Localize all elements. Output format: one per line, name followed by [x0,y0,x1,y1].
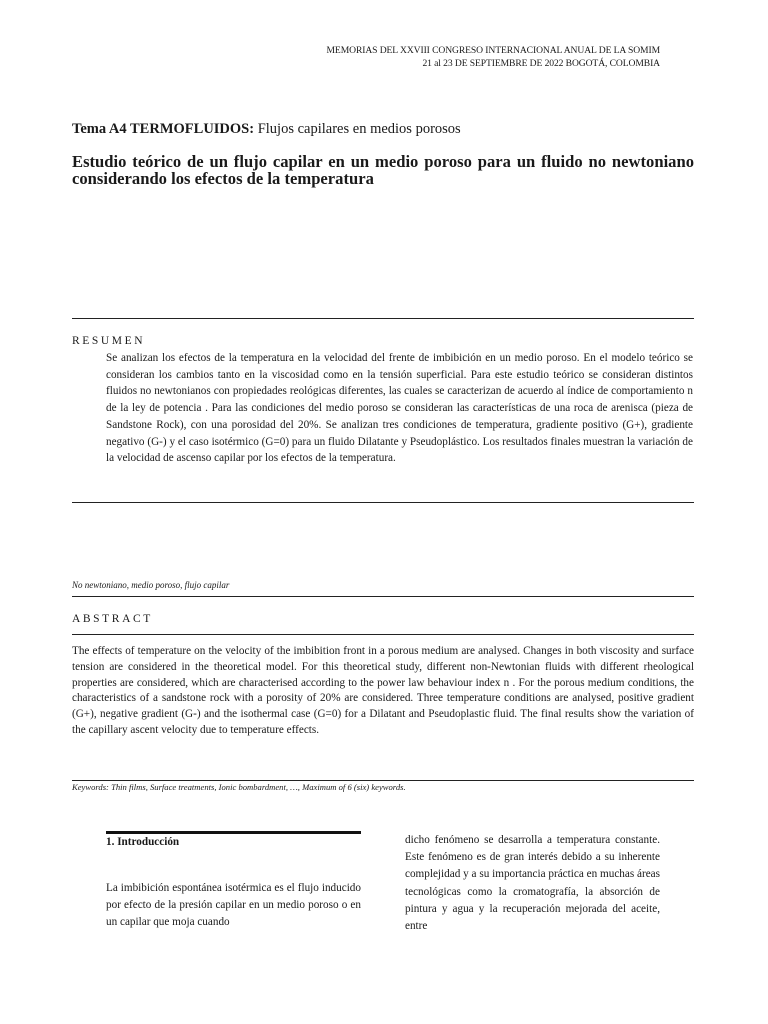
topic-subject: Flujos capilares en medios porosos [257,121,461,137]
resumen-heading: RESUMEN [72,335,146,347]
introduction-heading: 1. Introducción [106,836,180,848]
intro-heading-bar [106,831,361,834]
abstract-body: The effects of temperature on the velocity of the imbibition front in a porous medium are analysed. Changes in both viscosity and surface tension are considered in the theoretical model. For this theoretical study, different non-Newtonian fluids with different rheological properties are considered, which are characterised according to the power law behaviour index n . For the porous medium conditions, the characteristics of a sandstone rock with a porosity of 20% are considered. Three temperature conditions are analysed, positive gradient (G+), negative gradient (G-) and the isothermal case (G=0) for a Dilatant and Pseudoplastic fluid. The final results show the variation of the capillary ascent velocity due to temperature effects. [72,645,694,736]
conference-header [327,44,661,70]
divider-abstract-head [72,634,694,635]
divider-abstract-start [72,596,694,597]
topic-label: Tema A4 TERMOFLUIDOS: [72,121,255,137]
conference-header-line2: 21 al 23 DE SEPTIEMBRE DE 2022 BOGOTÁ, COLOMBIA [422,58,660,69]
introduction-column-left: La imbibición espontánea isotérmica es el flujo inducido por efecto de la presión capilar en un medio poroso o en un capilar que moja cuando [106,882,361,928]
resumen-body: Se analizan los efectos de la temperatura en la velocidad del frente de imbibición en un medio poroso. En el modelo teórico se consideran los cambios tanto en la viscosidad como en la tensión superficial. Para este estudio teórico se consideran distintos fluidos no newtonianos con propiedades reológicas diferentes, las cuales se caracterizan de acuerdo al índice de comportamiento n de la ley de potencia . Para las condiciones del medio poroso se consideran las características de una roca de arenisca (pieza de Sandstone Rock), con una porosidad del 20%. Se analizan tres condiciones de temperatura, gradiente positivo (G+), gradiente negativo (G-) y el caso isotérmico (G=0) para un fluido Dilatante y Pseudoplástico. Los resultados finales muestran la variación de la velocidad de ascenso capilar por los efectos de la temperatura. [106,352,693,465]
keywords-english: Keywords: Thin films, Surface treatments, Ionic bombardment, …, Maximum of 6 (six) keywords. [72,782,406,792]
divider-top [72,318,694,319]
abstract-heading: ABSTRACT [72,613,153,625]
divider-keywords [72,780,694,781]
divider-resumen-end [72,502,694,503]
topic-line [72,121,461,138]
introduction-column-right: dicho fenómeno se desarrolla a temperatura constante. Este fenómeno es de gran interés debido a su inherente complejidad y a su importancia práctica en muchas áreas tecnológicas como la cromatografía, la absorción de pintura y agua y la recuperación mejorada del aceite, entre [405,834,660,933]
paper-title: Estudio teórico de un flujo capilar en un medio poroso para un fluido no newtoniano considerando los efectos de la temperatura [72,152,694,188]
conference-header-line1: MEMORIAS DEL XXVIII CONGRESO INTERNACIONAL ANUAL DE LA SOMIM [326,45,660,56]
keywords-spanish: No newtoniano, medio poroso, flujo capilar [72,580,230,590]
